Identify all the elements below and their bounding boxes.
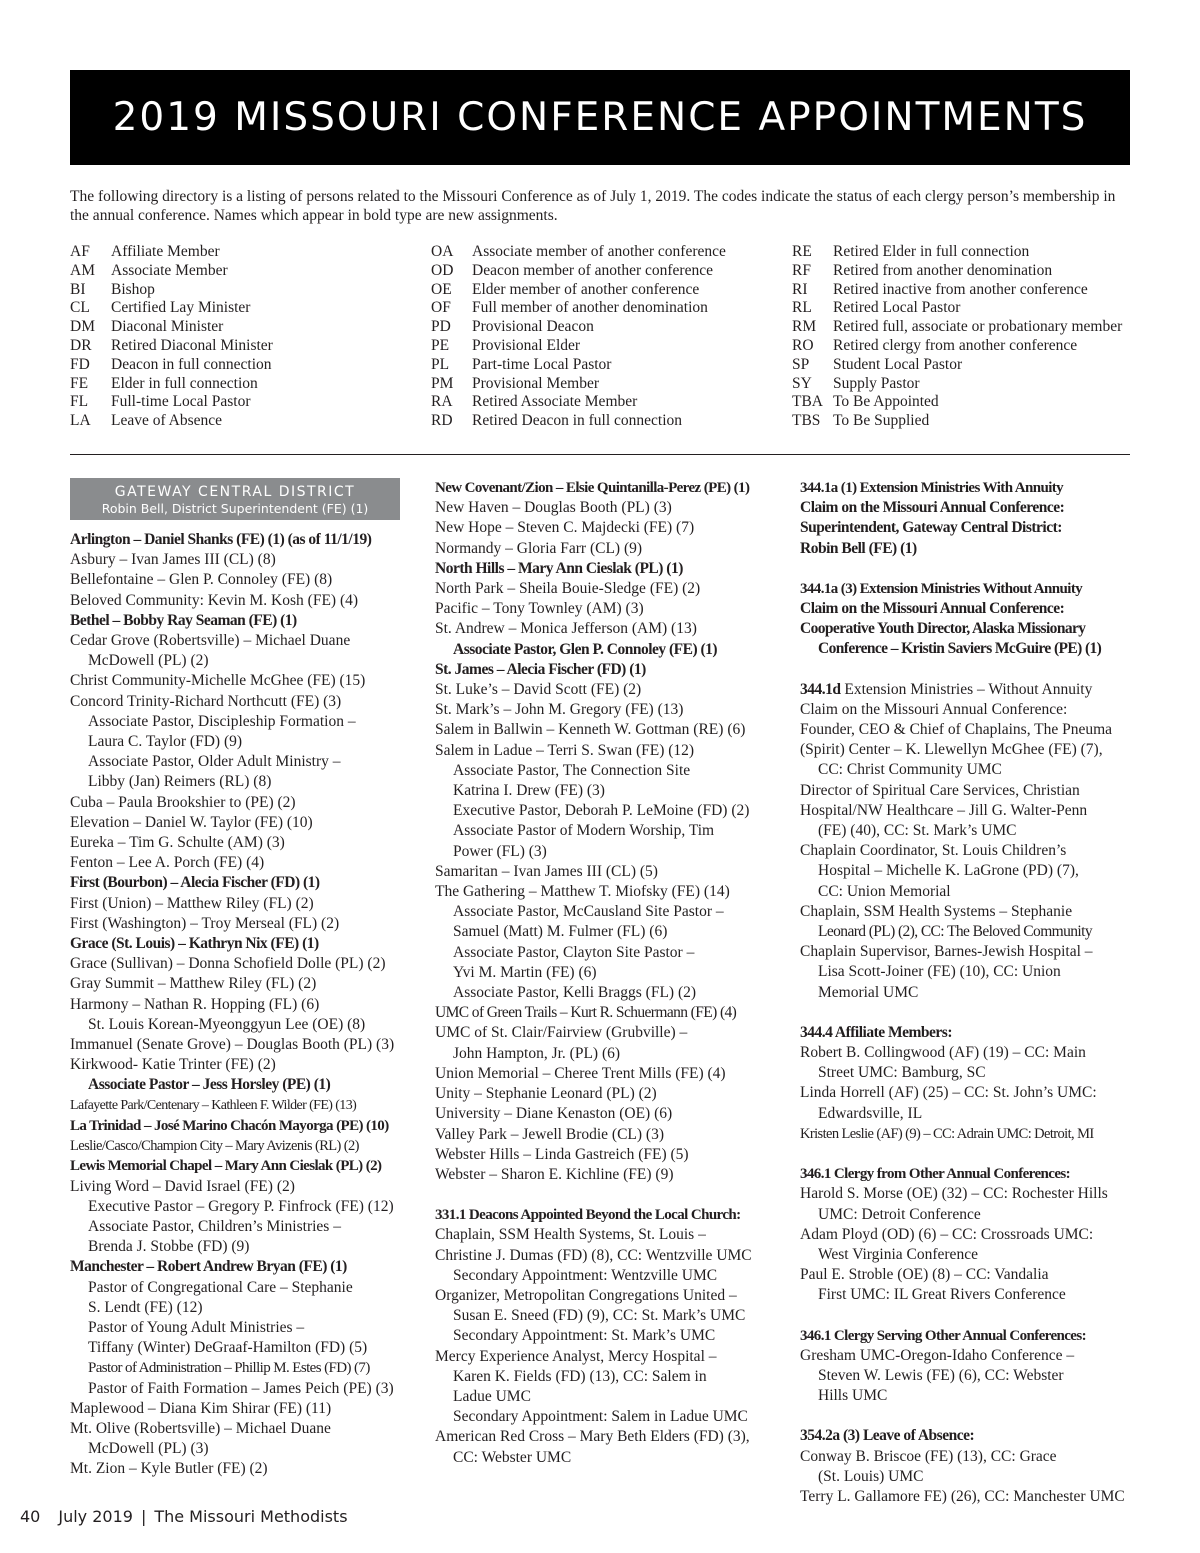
list-item: Pastor of Faith Formation – James Peich (PE) (3) <box>88 1379 394 1397</box>
list-item: Associate Pastor – Jess Horsley (PE) (1) <box>88 1076 331 1094</box>
list-item: New Covenant/Zion – Elsie Quintanilla-Perez (PE) (1) <box>435 480 750 496</box>
list-item: Edwardsville, IL <box>818 1104 923 1122</box>
list-item: Mt. Olive (Robertsville) – Michael Duane <box>70 1419 331 1437</box>
list-item: Associate Pastor, McCausland Site Pastor – <box>453 903 724 921</box>
list-item: Salem in Ladue – Terri S. Swan (FE) (12) <box>435 741 695 759</box>
section-heading <box>800 680 1140 700</box>
code-row <box>70 337 273 356</box>
list-item: Harold S. Morse (OE) (32) – CC: Rochester Hills <box>800 1185 1108 1203</box>
code-label: Elder member of another conference <box>472 280 700 298</box>
list-item: Brenda J. Stobbe (FD) (9) <box>88 1238 250 1256</box>
list-item: McDowell (PL) (3) <box>88 1440 209 1458</box>
code-label: Retired from another denomination <box>833 261 1053 279</box>
code-row <box>792 375 1122 394</box>
code-abbreviation: DR <box>70 336 92 354</box>
section-heading: 344.1a (3) Extension Ministries Without Annuity <box>800 580 1083 597</box>
code-row <box>792 412 1122 431</box>
list-item: Cuba – Paula Brookshier to (PE) (2) <box>70 793 296 811</box>
list-item: Laura C. Taylor (FD) (9) <box>88 733 243 751</box>
section-heading: 354.2a (3) Leave of Absence: <box>800 1427 975 1445</box>
list-item: Executive Pastor, Deborah P. LeMoine (FD) (2) <box>453 802 750 820</box>
footer-separator: | <box>140 1507 147 1526</box>
list-item: Chaplain, SSM Health Systems, St. Louis – <box>435 1226 706 1244</box>
district-name: GATEWAY CENTRAL DISTRICT <box>114 484 356 500</box>
page-footer <box>20 1507 348 1526</box>
code-row <box>792 318 1122 337</box>
list-item: Robert B. Collingwood (AF) (19) – CC: Main <box>800 1044 1086 1062</box>
code-abbreviation: RO <box>792 336 814 354</box>
list-item: Ladue UMC <box>453 1387 531 1405</box>
codes-column-2 <box>431 243 726 431</box>
code-row <box>70 299 273 318</box>
list-item: Pastor of Congregational Care – Stephanie <box>88 1278 353 1296</box>
code-abbreviation: TBS <box>792 412 821 430</box>
code-label: Retired inactive from another conference <box>833 280 1088 298</box>
list-item: Fenton – Lee A. Porch (FE) (4) <box>70 854 265 872</box>
district-superintendent: Robin Bell, District Superintendent (FE) (1) <box>101 501 369 516</box>
list-item: Leslie/Casco/Champion City – Mary Avizenis (RL) (2) <box>70 1138 359 1155</box>
code-row <box>792 337 1122 356</box>
section-title: Extension Ministries – Without Annuity <box>840 680 1093 698</box>
code-row <box>431 375 726 394</box>
code-abbreviation: OA <box>431 243 454 260</box>
list-item: Immanuel (Senate Grove) – Douglas Booth (PL) (3) <box>70 1036 395 1054</box>
code-label: Provisional Elder <box>472 336 581 354</box>
section-line: Claim on the Missouri Annual Conference: <box>800 600 1065 618</box>
code-label: Retired Local Pastor <box>833 299 961 317</box>
code-abbreviation: SY <box>792 374 812 392</box>
list-item: Chaplain, SSM Health Systems – Stephanie <box>800 902 1073 920</box>
code-label: Student Local Pastor <box>833 355 963 373</box>
intro-paragraph: The following directory is a listing of persons related to the Missouri Conference as of July 1, 2019. The codes indicate the status of each clergy person’s membership in the annual conference. Names which appear in bold type are new assignments. <box>70 188 1116 224</box>
list-item: The Gathering – Matthew T. Miofsky (FE) (14) <box>435 883 730 901</box>
code-row <box>431 318 726 337</box>
list-item: Bellefontaine – Glen P. Connoley (FE) (8) <box>70 571 333 589</box>
code-label: Retired Associate Member <box>472 393 638 411</box>
list-item: Hospital/NW Healthcare – Jill G. Walter-Penn <box>800 801 1088 819</box>
code-abbreviation: CL <box>70 299 90 317</box>
list-item: American Red Cross – Mary Beth Elders (FD) (3), <box>435 1428 750 1446</box>
list-item: Tiffany (Winter) DeGraaf-Hamilton (FD) (5) <box>88 1339 368 1357</box>
list-item: Arlington – Daniel Shanks (FE) (1) (as of 11/1/19) <box>70 531 372 548</box>
list-item: Samuel (Matt) M. Fulmer (FL) (6) <box>453 923 668 941</box>
code-row <box>70 393 273 412</box>
code-abbreviation: PM <box>431 374 454 392</box>
code-label: Full-time Local Pastor <box>111 393 251 411</box>
code-row <box>70 318 273 337</box>
code-row <box>70 375 273 394</box>
list-item: West Virginia Conference <box>818 1245 978 1263</box>
list-item: Organizer, Metropolitan Congregations United – <box>435 1286 737 1304</box>
code-abbreviation: SP <box>792 355 810 373</box>
list-item: Associate Pastor, Glen P. Connoley (FE) (1) <box>453 640 718 658</box>
list-item: Lisa Scott-Joiner (FE) (10), CC: Union <box>818 963 1061 981</box>
code-abbreviation: AF <box>70 243 90 260</box>
code-label: To Be Supplied <box>833 412 930 430</box>
code-abbreviation: TBA <box>792 393 823 411</box>
list-item: Samaritan – Ivan James III (CL) (5) <box>435 862 658 880</box>
list-item: Karen K. Fields (FD) (13), CC: Salem in <box>453 1367 707 1385</box>
list-item: First (Union) – Matthew Riley (FL) (2) <box>70 894 314 912</box>
codes-column-1 <box>70 243 273 431</box>
code-label: Provisional Deacon <box>472 318 594 336</box>
list-item: UMC of St. Clair/Fairview (Grubville) – <box>435 1024 688 1042</box>
list-item: Asbury – Ivan James III (CL) (8) <box>70 551 276 569</box>
list-item: Street UMC: Bamburg, SC <box>818 1064 986 1082</box>
list-item: Gray Summit – Matthew Riley (FL) (2) <box>70 975 317 993</box>
code-label: Full member of another denomination <box>472 299 708 317</box>
list-item: Grace (St. Louis) – Kathryn Nix (FE) (1) <box>70 935 319 953</box>
list-item: New Hope – Steven C. Majdecki (FE) (7) <box>435 519 695 537</box>
list-item: Pastor of Young Adult Ministries – <box>88 1318 305 1336</box>
list-item: Kristen Leslie (AF) (9) – CC: Adrain UMC: Detroit, MI <box>800 1125 1094 1142</box>
list-item: (Spirit) Center – K. Llewellyn McGhee (FE) (7), <box>800 741 1103 759</box>
list-item: Elevation – Daniel W. Taylor (FE) (10) <box>70 813 313 831</box>
list-item: Union Memorial – Cheree Trent Mills (FE) (4) <box>435 1064 726 1082</box>
list-item: Power (FL) (3) <box>453 842 547 860</box>
code-label: Bishop <box>111 280 155 298</box>
code-label: Retired clergy from another conference <box>833 336 1078 354</box>
list-item: Cedar Grove (Robertsville) – Michael Duane <box>70 632 351 650</box>
list-item: Kirkwood- Katie Trinter (FE) (2) <box>70 1056 276 1074</box>
list-item: Bethel – Bobby Ray Seaman (FE) (1) <box>70 611 297 629</box>
code-row <box>792 243 1122 262</box>
code-row <box>792 299 1122 318</box>
list-item: Chaplain Coordinator, St. Louis Children’s <box>800 842 1067 860</box>
code-abbreviation: PE <box>431 336 450 354</box>
list-item: La Trinidad – José Marino Chacón Mayorga (PE) (10) <box>70 1117 389 1134</box>
list-item: McDowell (PL) (2) <box>88 652 209 670</box>
title-banner <box>70 70 1130 165</box>
code-row <box>70 412 273 431</box>
codes-column-3 <box>792 243 1122 431</box>
list-item: CC: Christ Community UMC <box>818 761 1002 779</box>
section-heading: 346.1 Clergy Serving Other Annual Conferences: <box>800 1327 1086 1344</box>
code-label: Retired Diaconal Minister <box>111 336 273 354</box>
list-item: Hills UMC <box>818 1387 888 1405</box>
code-abbreviation: RF <box>792 261 811 279</box>
code-row <box>431 393 726 412</box>
code-row <box>70 262 273 281</box>
code-label: Leave of Absence <box>111 412 223 430</box>
code-row <box>70 243 273 262</box>
list-item: Director of Spiritual Care Services, Christian <box>800 781 1080 799</box>
page-title: 2019 MISSOURI CONFERENCE APPOINTMENTS <box>112 95 1088 140</box>
section-heading: 344.4 Affiliate Members: <box>800 1023 952 1041</box>
code-label: Retired Elder in full connection <box>833 243 1030 260</box>
code-abbreviation: RD <box>431 412 453 430</box>
code-abbreviation: AM <box>70 261 95 279</box>
list-item: University – Diane Kenaston (OE) (6) <box>435 1105 673 1123</box>
list-item: Secondary Appointment: Wentzville UMC <box>453 1266 718 1284</box>
spacer <box>800 1144 1140 1164</box>
list-item: (FE) (40), CC: St. Mark’s UMC <box>818 822 1017 840</box>
list-item: Associate Pastor of Modern Worship, Tim <box>453 822 715 840</box>
section-line: Conference – Kristin Saviers McGuire (PE) (1) <box>818 640 1102 658</box>
list-item: Associate Pastor, The Connection Site <box>453 761 691 779</box>
code-abbreviation: FL <box>70 393 89 411</box>
list-item: Salem in Ballwin – Kenneth W. Gottman (RE) (6) <box>435 721 746 739</box>
list-item: Memorial UMC <box>818 983 919 1001</box>
list-item: Associate Pastor, Discipleship Formation – <box>88 712 356 730</box>
list-item: UMC of Green Trails – Kurt R. Schuermann (FE) (4) <box>435 1004 737 1022</box>
section-line: Claim on the Missouri Annual Conference: <box>800 499 1065 517</box>
list-item: Pastor of Administration – Phillip M. Estes (FD) (7) <box>88 1360 370 1377</box>
list-item: CC: Union Memorial <box>818 882 951 900</box>
list-item: (St. Louis) UMC <box>818 1467 924 1485</box>
list-item: UMC: Detroit Conference <box>818 1205 981 1223</box>
list-item: Christine J. Dumas (FD) (8), CC: Wentzville UMC <box>435 1246 752 1264</box>
list-item: North Park – Sheila Bouie-Sledge (FE) (2) <box>435 580 701 598</box>
code-row <box>792 393 1122 412</box>
spacer <box>800 1406 1140 1426</box>
code-row <box>431 412 726 431</box>
list-item: St. Louis Korean-Myeonggyun Lee (OE) (8) <box>88 1015 366 1033</box>
spacer <box>800 1306 1140 1326</box>
list-item: St. James – Alecia Fischer (FD) (1) <box>435 660 646 678</box>
spacer <box>800 1003 1140 1023</box>
list-item: Conway B. Briscoe (FE) (13), CC: Grace <box>800 1447 1057 1465</box>
code-abbreviation: RE <box>792 243 812 260</box>
code-abbreviation: RM <box>792 318 817 336</box>
list-item: Executive Pastor – Gregory P. Finfrock (FE) (12) <box>88 1197 394 1215</box>
list-item: Manchester – Robert Andrew Bryan (FE) (1) <box>70 1258 347 1276</box>
list-item: Beloved Community: Kevin M. Kosh (FE) (4) <box>70 591 359 609</box>
list-item: Paul E. Stroble (OE) (8) – CC: Vandalia <box>800 1266 1049 1284</box>
code-abbreviation: RI <box>792 280 808 298</box>
list-item: Valley Park – Jewell Brodie (CL) (3) <box>435 1125 664 1143</box>
code-abbreviation: PD <box>431 318 451 336</box>
list-item: First (Bourbon) – Alecia Fischer (FD) (1) <box>70 874 320 892</box>
list-item: Grace (Sullivan) – Donna Schofield Dolle (PL) (2) <box>70 955 386 973</box>
section-line: Superintendent, Gateway Central District: <box>800 519 1062 537</box>
code-row <box>792 262 1122 281</box>
list-item: Mt. Zion – Kyle Butler (FE) (2) <box>70 1460 268 1478</box>
section-heading: 331.1 Deacons Appointed Beyond the Local Church: <box>435 1207 741 1224</box>
code-label: Retired full, associate or probationary member <box>833 318 1123 336</box>
code-label: Deacon member of another conference <box>472 261 713 279</box>
list-item: Secondary Appointment: St. Mark’s UMC <box>453 1327 716 1345</box>
section-line: Robin Bell (FE) (1) <box>800 539 917 557</box>
list-item: Libby (Jan) Reimers (RL) (8) <box>88 773 272 791</box>
spacer <box>800 660 1140 680</box>
list-item: Linda Horrell (AF) (25) – CC: St. John’s UMC: <box>800 1084 1097 1102</box>
list-item: Mercy Experience Analyst, Mercy Hospital – <box>435 1347 717 1365</box>
section-heading: 346.1 Clergy from Other Annual Conferences: <box>800 1166 1071 1183</box>
code-row <box>431 281 726 300</box>
publication-name: The Missouri Methodists <box>154 1507 348 1526</box>
district-header <box>70 478 400 520</box>
code-label: Deacon in full connection <box>111 355 272 373</box>
code-abbreviation: LA <box>70 412 91 430</box>
code-abbreviation: OF <box>431 299 451 317</box>
code-label: Diaconal Minister <box>111 318 224 336</box>
list-item: Associate Pastor, Children’s Ministries – <box>88 1217 341 1235</box>
code-abbreviation: PL <box>431 355 450 373</box>
list-item: Webster Hills – Linda Gastreich (FE) (5) <box>435 1145 689 1163</box>
code-abbreviation: FE <box>70 374 89 392</box>
list-item: Steven W. Lewis (FE) (6), CC: Webster <box>818 1366 1064 1384</box>
list-item: Katrina I. Drew (FE) (3) <box>453 782 605 800</box>
code-label: Affiliate Member <box>111 243 220 260</box>
code-row <box>431 356 726 375</box>
list-item: Secondary Appointment: Salem in Ladue UMC <box>453 1408 748 1426</box>
list-item: St. Andrew – Monica Jefferson (AM) (13) <box>435 620 697 638</box>
code-label: Associate member of another conference <box>472 243 726 260</box>
code-label: Supply Pastor <box>833 374 920 392</box>
list-item: Lewis Memorial Chapel – Mary Ann Cieslak (PL) (2) <box>70 1158 382 1175</box>
code-row <box>431 337 726 356</box>
list-item: First UMC: IL Great Rivers Conference <box>818 1286 1066 1304</box>
section-line: Cooperative Youth Director, Alaska Missionary <box>800 620 1086 638</box>
list-item: North Hills – Mary Ann Cieslak (PL) (1) <box>435 559 683 577</box>
list-item: CC: Webster UMC <box>453 1448 572 1466</box>
code-label: Retired Deacon in full connection <box>472 412 683 430</box>
list-item: Adam Ployd (OD) (6) – CC: Crossroads UMC: <box>800 1225 1094 1243</box>
list-item: Susan E. Sneed (FD) (9), CC: St. Mark’s UMC <box>453 1307 746 1325</box>
code-row <box>792 281 1122 300</box>
code-row <box>70 281 273 300</box>
list-item: Associate Pastor, Clayton Site Pastor – <box>453 943 695 961</box>
list-item: Eureka – Tim G. Schulte (AM) (3) <box>70 834 285 852</box>
code-abbreviation: FD <box>70 355 90 373</box>
code-label: To Be Appointed <box>833 393 939 411</box>
appointments-column-1 <box>70 478 400 1480</box>
code-abbreviation: RL <box>792 299 812 317</box>
spacer <box>800 559 1140 579</box>
list-item: S. Lendt (FE) (12) <box>88 1298 203 1316</box>
list-item: Webster – Sharon E. Kichline (FE) (9) <box>435 1165 674 1183</box>
appointments-column-2 <box>435 478 780 1468</box>
list-item: Terry L. Gallamore FE) (26), CC: Manchester UMC <box>800 1487 1125 1505</box>
code-abbreviation: OE <box>431 280 452 298</box>
list-item: Unity – Stephanie Leonard (PL) (2) <box>435 1085 657 1103</box>
page-number: 40 <box>20 1507 41 1526</box>
code-row <box>431 243 726 262</box>
issue-date: July 2019 <box>58 1507 133 1526</box>
list-item: John Hampton, Jr. (PL) (6) <box>453 1044 621 1062</box>
list-item: St. Luke’s – David Scott (FE) (2) <box>435 681 642 699</box>
code-abbreviation: OD <box>431 261 454 279</box>
list-item: Chaplain Supervisor, Barnes-Jewish Hospital – <box>800 943 1093 961</box>
section-heading: 344.1a (1) Extension Ministries With Annuity <box>800 480 1064 496</box>
list-item: St. Mark’s – John M. Gregory (FE) (13) <box>435 701 684 719</box>
list-item: Hospital – Michelle K. LaGrone (PD) (7), <box>818 862 1079 880</box>
list-item: New Haven – Douglas Booth (PL) (3) <box>435 499 672 517</box>
code-label: Elder in full connection <box>111 374 258 392</box>
code-label: Associate Member <box>111 261 228 279</box>
list-item: Living Word – David Israel (FE) (2) <box>70 1177 295 1195</box>
list-item: Normandy – Gloria Farr (CL) (9) <box>435 539 643 557</box>
list-item: Gresham UMC-Oregon-Idaho Conference – <box>800 1346 1075 1364</box>
list-item: Maplewood – Diana Kim Shirar (FE) (11) <box>70 1399 332 1417</box>
list-item: Yvi M. Martin (FE) (6) <box>453 963 597 981</box>
code-row <box>70 356 273 375</box>
list-item: Founder, CEO & Chief of Chaplains, The Pneuma <box>800 721 1113 739</box>
list-item: Leonard (PL) (2), CC: The Beloved Community <box>818 923 1092 941</box>
section-divider <box>70 454 1130 455</box>
list-item: Associate Pastor, Kelli Braggs (FL) (2) <box>453 984 697 1002</box>
code-abbreviation: BI <box>70 280 86 298</box>
code-label: Certified Lay Minister <box>111 299 251 317</box>
code-abbreviation: DM <box>70 318 95 336</box>
spacer <box>435 1185 780 1205</box>
code-label: Part-time Local Pastor <box>472 355 612 373</box>
code-label: Provisional Member <box>472 374 599 392</box>
appointments-column-3 <box>800 478 1140 1507</box>
list-item: Harmony – Nathan R. Hopping (FL) (6) <box>70 995 320 1013</box>
list-item: Associate Pastor, Older Adult Ministry – <box>88 753 341 771</box>
list-item: Claim on the Missouri Annual Conference: <box>800 700 1068 718</box>
code-row <box>431 299 726 318</box>
code-row <box>792 356 1122 375</box>
code-row <box>431 262 726 281</box>
list-item: First (Washington) – Troy Merseal (FL) (2) <box>70 914 340 932</box>
code-abbreviation: RA <box>431 393 453 411</box>
list-item: Christ Community-Michelle McGhee (FE) (15) <box>70 672 366 690</box>
list-item: Pacific – Tony Townley (AM) (3) <box>435 600 644 618</box>
list-item: Lafayette Park/Centenary – Kathleen F. Wilder (FE) (13) <box>70 1097 357 1113</box>
section-code: 344.1d <box>800 680 841 698</box>
list-item: Concord Trinity-Richard Northcutt (FE) (3) <box>70 692 342 710</box>
